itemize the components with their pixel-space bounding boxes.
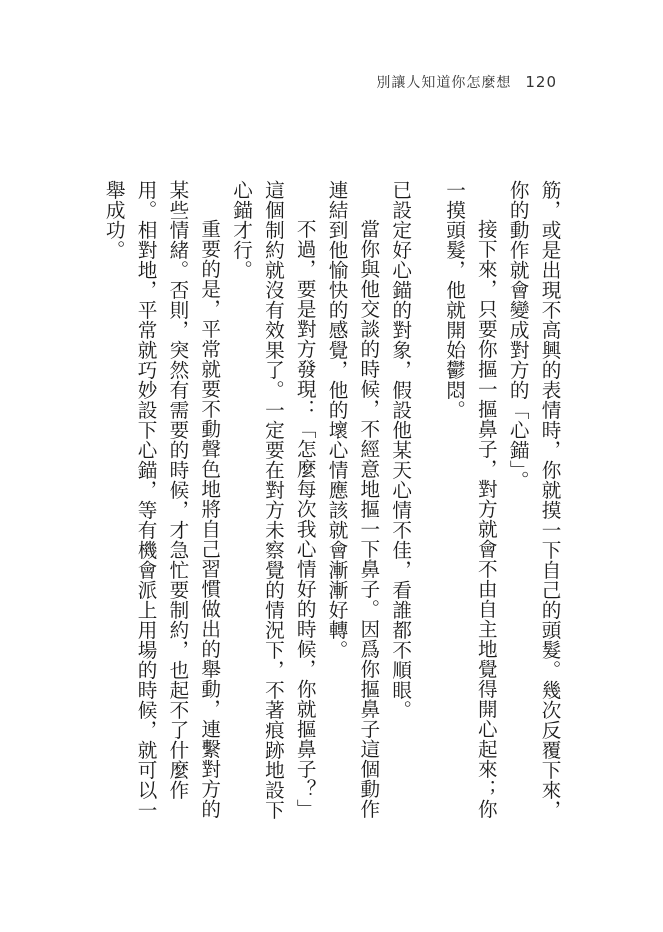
running-header [376, 72, 557, 92]
paragraph: 不過，要是對方發現：「怎麼每次我心情好的時候，你就摳鼻子？」這個制約就沒有效果了。一定要在對方未察覺的情況下，不著痕跡地設下心錨才行。 [229, 180, 317, 820]
book-title: 別讓人知道你怎麼想 [376, 75, 512, 91]
paragraph: 筋，或是出現不高興的表情時，你就摸一下自己的頭髮。幾次反覆下來，你的動作就會變成對方的「心錨」。 [506, 180, 561, 820]
paragraph: 重要的是，平常就要不動聲色地將自己習慣做出的舉動，連繫對方的某些情緒。否則，突然有需要的時候，才急忙要制約，也起不了什麼作用。相對地，平常就巧妙設下心錨，等有機會派上用場的時候，就可以一舉成功。 [102, 180, 221, 820]
paragraph: 已設定好心錨的對象，假設他某天心情不佳，看誰都不順眼。 [388, 180, 412, 720]
paragraph: 當你與他交談的時候，不經意地摳一下鼻子。因爲你摳鼻子這個動作連結到他愉快的感覺，他的壞心情應該就會漸漸好轉。 [325, 180, 380, 820]
page-number: 120 [525, 73, 557, 91]
paragraph: 接下來，只要你摳一摳鼻子，對方就會不由自主地覺得開心起來；你一摸頭髮，他就開始鬱悶。 [442, 180, 498, 820]
body-text [97, 180, 565, 820]
